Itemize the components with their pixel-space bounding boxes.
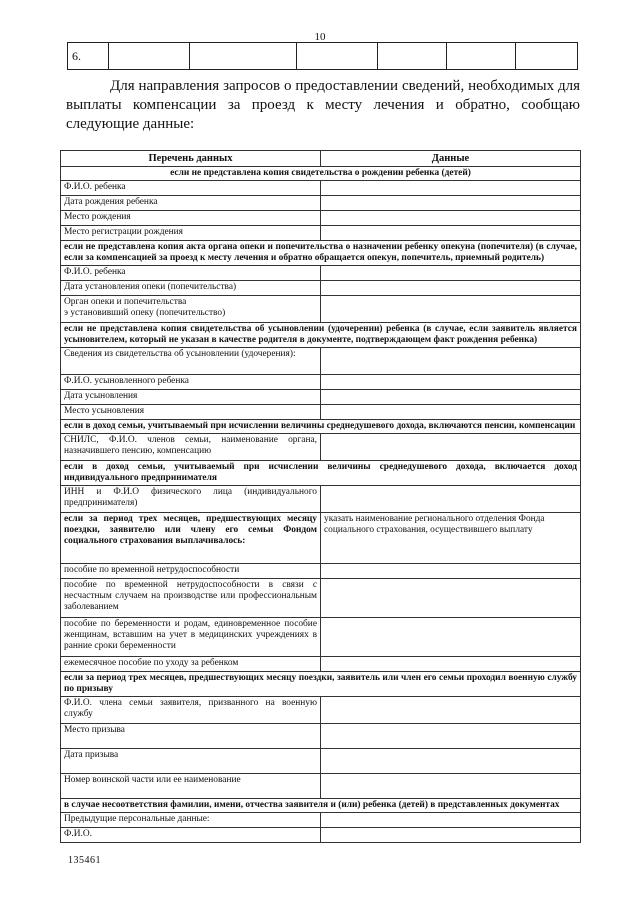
- table-row: [61, 196, 581, 211]
- row-value[interactable]: [321, 486, 581, 513]
- row-value[interactable]: [321, 657, 581, 672]
- row-label: Орган опеки и попечительства э установивший опеку (попечительство): [61, 296, 321, 323]
- row-value[interactable]: [321, 390, 581, 405]
- table-row: [61, 181, 581, 196]
- section-heading: если не представлена копия акта органа опеки и попечительства о назначении ребенку опекуна (попечителя) (в случае, если за компенсацией за проезд к месту лечения и обратно обращается опекун, попечитель, приемный родитель): [61, 241, 581, 266]
- row-label: Дата призыва: [61, 749, 321, 774]
- row-label: пособие по беременности и родам, единовременное пособие женщинам, вставшим на учет в медицинских учреждениях в ранние сроки беременности: [61, 618, 321, 657]
- document-code: 135461: [68, 855, 101, 866]
- table-row: [61, 579, 581, 618]
- row-value[interactable]: [321, 281, 581, 296]
- table-row: [61, 296, 581, 323]
- section-row: [61, 241, 581, 266]
- row-value[interactable]: [321, 749, 581, 774]
- row-label: ИНН и Ф.И.О физического лица (индивидуального предпринимателя): [61, 486, 321, 513]
- table-row: [61, 828, 581, 843]
- row-label: Ф.И.О. ребенка: [61, 266, 321, 281]
- row-value[interactable]: [321, 434, 581, 461]
- row-number-cell: 6.: [68, 43, 109, 70]
- row-value[interactable]: [321, 405, 581, 420]
- section-row: [61, 323, 581, 348]
- table-row: [61, 564, 581, 579]
- empty-cell: [190, 43, 297, 70]
- row-label: Место призыва: [61, 724, 321, 749]
- row-label: Ф.И.О.: [61, 828, 321, 843]
- row-value[interactable]: [321, 375, 581, 390]
- table-row: [61, 226, 581, 241]
- table-row: [61, 348, 581, 375]
- section-heading: если не представлена копия свидетельства о рождении ребенка (детей): [61, 167, 581, 181]
- section-row: [61, 420, 581, 434]
- section-row: [61, 672, 581, 697]
- empty-cell: [516, 43, 578, 70]
- table-row: [61, 486, 581, 513]
- row-value[interactable]: [321, 813, 581, 828]
- row-label: Ф.И.О. ребенка: [61, 181, 321, 196]
- row-value[interactable]: [321, 266, 581, 281]
- row-value[interactable]: [321, 697, 581, 724]
- section-heading: если в доход семьи, учитываемый при исчислении величины среднедушевого дохода, включается доход индивидуального предпринимателя: [61, 461, 581, 486]
- row-label: Место рождения: [61, 211, 321, 226]
- row-label: Место усыновления: [61, 405, 321, 420]
- row-label: пособие по временной нетрудоспособности: [61, 564, 321, 579]
- table-row: [61, 657, 581, 672]
- row-value[interactable]: [321, 181, 581, 196]
- section-row: [61, 461, 581, 486]
- empty-cell: [109, 43, 190, 70]
- row-label: Ф.И.О. усыновленного ребенка: [61, 375, 321, 390]
- row-value[interactable]: [321, 724, 581, 749]
- row-label: Номер воинской части или ее наименование: [61, 774, 321, 799]
- header-list: Перечень данных: [61, 151, 321, 167]
- row-value[interactable]: указать наименование регионального отделения Фонда социального страхования, осуществившего выплату: [321, 513, 581, 564]
- table-row: [61, 774, 581, 799]
- section-heading: если в доход семьи, учитываемый при исчислении величины среднедушевого дохода, включаются пенсии, компенсации: [61, 420, 581, 434]
- row-value[interactable]: [321, 828, 581, 843]
- row-label: Место регистрации рождения: [61, 226, 321, 241]
- row-value[interactable]: [321, 564, 581, 579]
- table-row: [61, 211, 581, 226]
- table-row: [61, 618, 581, 657]
- empty-cell: [447, 43, 516, 70]
- row-value[interactable]: [321, 226, 581, 241]
- table-row: [61, 266, 581, 281]
- row-label: Дата установления опеки (попечительства): [61, 281, 321, 296]
- row-label: ежемесячное пособие по уходу за ребенком: [61, 657, 321, 672]
- empty-cell: [297, 43, 378, 70]
- row-label: СНИЛС, Ф.И.О. членов семьи, наименование органа, назначившего пенсию, компенсацию: [61, 434, 321, 461]
- row-label: Дата усыновления: [61, 390, 321, 405]
- row-label: пособие по временной нетрудоспособности в связи с несчастным случаем на производстве или профессиональным заболеванием: [61, 579, 321, 618]
- row-value[interactable]: [321, 348, 581, 375]
- table-row: [61, 749, 581, 774]
- table-row: [61, 724, 581, 749]
- row-value[interactable]: [321, 579, 581, 618]
- data-table: [60, 150, 581, 843]
- table-row: [61, 813, 581, 828]
- table-row: [61, 281, 581, 296]
- section-heading: если не представлена копия свидетельства об усыновлении (удочерении) ребенка (в случае, если заявитель является усыновителем, который не указан в качестве родителя в документе, подтверждающем факт рождения ребенка): [61, 323, 581, 348]
- row-value[interactable]: [321, 774, 581, 799]
- intro-paragraph: Для направления запросов о предоставлении сведений, необходимых для выплаты компенсации за проезд к месту лечения и обратно, сообщаю следующие данные:: [66, 78, 580, 132]
- row-label: если за период трех месяцев, предшествующих месяцу поездки, заявителю или члену его семьи Фондом социального страхования выплачивалось:: [61, 513, 321, 564]
- row-value[interactable]: [321, 618, 581, 657]
- top-table: [67, 42, 578, 70]
- row-label: Сведения из свидетельства об усыновлении (удочерения):: [61, 348, 321, 375]
- table-row: [61, 375, 581, 390]
- empty-cell: [378, 43, 447, 70]
- row-value[interactable]: [321, 211, 581, 226]
- row-label: Дата рождения ребенка: [61, 196, 321, 211]
- table-row: [61, 434, 581, 461]
- table-body: [61, 167, 581, 843]
- row-label: Предыдущие персональные данные:: [61, 813, 321, 828]
- section-heading: если за период трех месяцев, предшествующих месяцу поездки, заявитель или член его семьи проходил военную службу по призыву: [61, 672, 581, 697]
- page-number: 10: [314, 31, 326, 43]
- row-value[interactable]: [321, 196, 581, 211]
- section-row: [61, 167, 581, 181]
- section-heading: в случае несоответствия фамилии, имени, отчества заявителя и (или) ребенка (детей) в представленных документах: [61, 799, 581, 813]
- row-value[interactable]: [321, 296, 581, 323]
- table-row: [61, 513, 581, 564]
- table-row: [61, 697, 581, 724]
- section-row: [61, 799, 581, 813]
- row-label: Ф.И.О. члена семьи заявителя, призванного на военную службу: [61, 697, 321, 724]
- header-data: Данные: [321, 151, 581, 167]
- table-row: [61, 390, 581, 405]
- table-row: [61, 405, 581, 420]
